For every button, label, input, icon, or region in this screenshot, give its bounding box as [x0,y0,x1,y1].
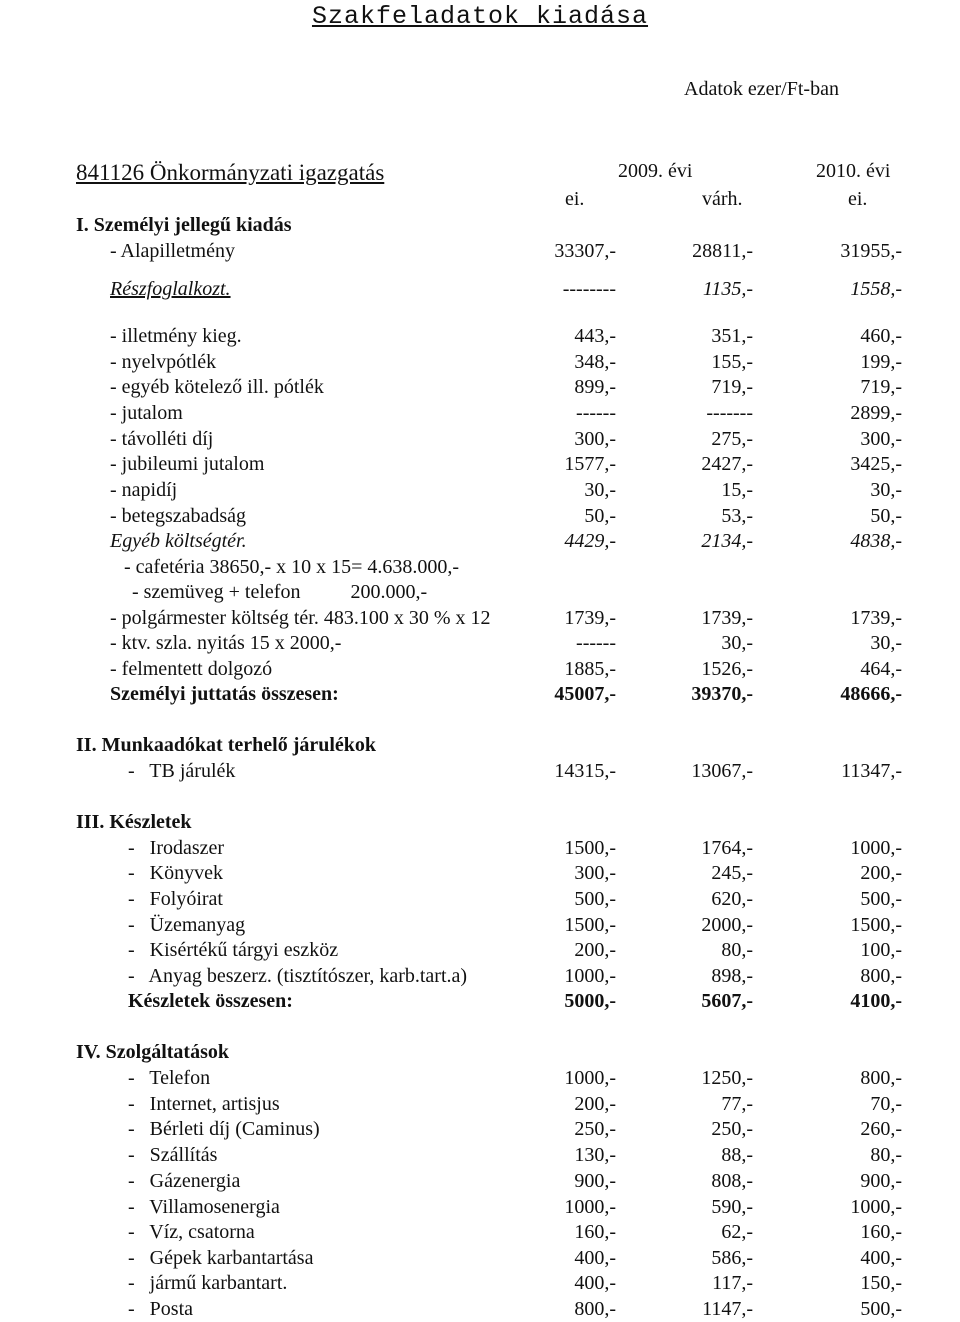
value-2009-varh: 719,- [711,376,753,398]
unit-note: Adatok ezer/Ft-ban [684,78,839,100]
value-2010-ei: 500,- [860,1298,902,1320]
value-2009-ei: 300,- [574,862,616,884]
table-row [0,990,960,1014]
value-2009-varh: 620,- [711,888,753,910]
row-label: - Internet, artisjus [128,1093,280,1115]
value-2009-ei: ------ [576,632,616,654]
table-row [0,556,960,580]
table-row [0,453,960,477]
value-2009-ei: 5000,- [564,990,616,1012]
value-2009-ei: 1000,- [564,1196,616,1218]
value-2009-ei: 899,- [574,376,616,398]
row-label: - betegszabadság [110,505,247,527]
row-label: - cafetéria 38650,- x 10 x 15= 4.638.000,- [124,556,460,578]
table-row [0,939,960,963]
value-2009-ei: 1000,- [564,965,616,987]
value-2009-ei: 1885,- [564,658,616,680]
row-label: - szemüveg + telefon 200.000,- [132,581,428,603]
row-label: - Bérleti díj (Caminus) [128,1118,320,1140]
value-2010-ei: 100,- [860,939,902,961]
value-2010-ei: 1739,- [850,607,902,629]
value-2009-varh: 80,- [721,939,753,961]
value-2009-varh: 1739,- [701,607,753,629]
value-2010-ei: 199,- [860,351,902,373]
value-2009-varh: 586,- [711,1247,753,1269]
col-label-ei-2010: ei. [848,188,868,210]
value-2010-ei: 1000,- [850,837,902,859]
table-row [0,760,960,784]
table-row [0,837,960,861]
table-row [0,530,960,554]
row-label: - jutalom [110,402,183,424]
table-row [0,1144,960,1168]
value-2009-ei: 45007,- [554,683,616,705]
row-label: - Szállítás [128,1144,218,1166]
row-label: - TB járulék [128,760,236,782]
value-2009-varh: 62,- [721,1221,753,1243]
value-2009-ei: ------ [576,402,616,424]
row-label: - Anyag beszerz. (tisztítószer, karb.tart.a) [128,965,468,987]
value-2009-ei: 500,- [574,888,616,910]
value-2010-ei: 1500,- [850,914,902,936]
value-2010-ei: 900,- [860,1170,902,1192]
row-label: - távolléti díj [110,428,214,450]
value-2010-ei: 500,- [860,888,902,910]
value-2009-varh: 13067,- [691,760,753,782]
row-label: - Irodaszer [128,837,225,859]
table-row [0,1118,960,1142]
value-2009-ei: 348,- [574,351,616,373]
row-label: - napidíj [110,479,178,501]
value-2010-ei: 50,- [870,505,902,527]
value-2009-ei: 900,- [574,1170,616,1192]
section-heading: 841126 Önkormányzati igazgatás [76,160,385,185]
value-2010-ei: 4100,- [850,990,902,1012]
row-label: - Üzemanyag [128,914,246,936]
value-2010-ei: 460,- [860,325,902,347]
row-label: - ktv. szla. nyitás 15 x 2000,- [110,632,342,654]
row-label: - Folyóirat [128,888,223,910]
value-2009-varh: 1250,- [701,1067,753,1089]
value-2009-varh: 2134,- [701,530,753,552]
row-label: - Gépek karbantartása [128,1247,314,1269]
value-2009-ei: 400,- [574,1247,616,1269]
table-row [0,479,960,503]
value-2010-ei: 80,- [870,1144,902,1166]
value-2009-ei: 800,- [574,1298,616,1320]
value-2009-varh: 155,- [711,351,753,373]
value-2009-varh: 30,- [721,632,753,654]
value-2009-ei: 1500,- [564,837,616,859]
table-row [0,862,960,886]
row-label: Személyi juttatás összesen: [110,683,339,705]
value-2009-varh: 590,- [711,1196,753,1218]
table-row [0,965,960,989]
value-2009-ei: 1739,- [564,607,616,629]
year-2009-header: 2009. évi [618,160,693,182]
value-2009-ei: 400,- [574,1272,616,1294]
row-label: - illetmény kieg. [110,325,242,347]
value-2010-ei: 1000,- [850,1196,902,1218]
page-title: Szakfeladatok kiadása [311,2,649,31]
value-2009-varh: ------- [706,402,753,424]
value-2010-ei: 3425,- [850,453,902,475]
value-2010-ei: 719,- [860,376,902,398]
value-2009-varh: 275,- [711,428,753,450]
value-2009-ei: 4429,- [564,530,616,552]
value-2010-ei: 2899,- [850,402,902,424]
value-2009-varh: 1764,- [701,837,753,859]
value-2010-ei: 11347,- [841,760,902,782]
value-2009-varh: 117,- [712,1272,753,1294]
value-2009-varh: 2427,- [701,453,753,475]
value-2010-ei: 1558,- [850,278,902,300]
row-label: - jubileumi jutalom [110,453,265,475]
row-label: - Gázenergia [128,1170,241,1192]
row-label: - Posta [128,1298,193,1320]
row-label: - polgármester költség tér. 483.100 x 30 % x 12 [110,607,491,629]
value-2009-varh: 15,- [721,479,753,501]
table-row [0,658,960,682]
col-label-ei-2009: ei. [565,188,585,210]
table-row [0,1247,960,1271]
value-2009-ei: 300,- [574,428,616,450]
value-2009-ei: 130,- [574,1144,616,1166]
row-label: Készletek összesen: [128,990,293,1012]
value-2009-ei: 50,- [584,505,616,527]
section-3-title: III. Készletek [76,811,192,833]
value-2009-ei: 200,- [574,1093,616,1115]
value-2009-varh: 2000,- [701,914,753,936]
table-row [0,607,960,631]
value-2009-ei: -------- [562,278,616,300]
value-2009-varh: 53,- [721,505,753,527]
table-row [0,1272,960,1296]
table-row [0,376,960,400]
row-label: - Telefon [128,1067,211,1089]
value-2009-ei: 443,- [574,325,616,347]
table-row [0,351,960,375]
row-label: - egyéb kötelező ill. pótlék [110,376,324,398]
row-label: - Könyvek [128,862,223,884]
value-2009-varh: 1526,- [701,658,753,680]
value-2009-varh: 898,- [711,965,753,987]
value-2009-varh: 250,- [711,1118,753,1140]
value-2009-varh: 351,- [711,325,753,347]
value-2010-ei: 150,- [860,1272,902,1294]
value-2009-varh: 5607,- [701,990,753,1012]
value-2009-ei: 30,- [584,479,616,501]
table-row [0,888,960,912]
row-label: - jármű karbantart. [128,1272,288,1294]
table-row [0,1170,960,1194]
row-label: Egyéb költségtér. [110,530,247,552]
value-2010-ei: 30,- [870,632,902,654]
row-label: - Villamosenergia [128,1196,280,1218]
row-label: - nyelvpótlék [110,351,217,373]
value-2009-ei: 200,- [574,939,616,961]
table-row [0,683,960,707]
value-2010-ei: 48666,- [840,683,902,705]
table-row [0,914,960,938]
table-row [0,1196,960,1220]
value-2010-ei: 464,- [860,658,902,680]
table-row [0,1067,960,1091]
table-row [0,581,960,605]
value-2010-ei: 31955,- [840,240,902,262]
row-label: - Alapilletmény [110,240,235,262]
table-row [0,1093,960,1117]
value-2009-ei: 33307,- [554,240,616,262]
value-2009-varh: 39370,- [691,683,753,705]
value-2010-ei: 30,- [870,479,902,501]
table-row [0,428,960,452]
col-label-varh-2009: várh. [702,188,743,210]
row-label: - felmentett dolgozó [110,658,273,680]
value-2010-ei: 160,- [860,1221,902,1243]
table-row [0,1298,960,1322]
table-row [0,1221,960,1245]
value-2009-varh: 28811,- [692,240,753,262]
value-2010-ei: 70,- [870,1093,902,1115]
section-2-title: II. Munkaadókat terhelő járulékok [76,734,377,756]
value-2009-varh: 1135,- [702,278,753,300]
table-row [0,402,960,426]
value-2010-ei: 800,- [860,1067,902,1089]
value-2009-ei: 160,- [574,1221,616,1243]
table-row [0,325,960,349]
value-2010-ei: 300,- [860,428,902,450]
value-2010-ei: 4838,- [850,530,902,552]
table-row [0,505,960,529]
value-2009-ei: 1000,- [564,1067,616,1089]
section-1-title: I. Személyi jellegű kiadás [76,214,292,236]
value-2010-ei: 260,- [860,1118,902,1140]
row-label: - Víz, csatorna [128,1221,255,1243]
section-4-title: IV. Szolgáltatások [76,1041,229,1063]
value-2009-varh: 88,- [721,1144,753,1166]
value-2010-ei: 200,- [860,862,902,884]
row-label: - Kisértékű tárgyi eszköz [128,939,339,961]
table-row [0,278,960,302]
value-2009-varh: 808,- [711,1170,753,1192]
row-label: Részfoglalkozt. [110,278,231,300]
value-2010-ei: 800,- [860,965,902,987]
value-2009-ei: 250,- [574,1118,616,1140]
table-row [0,632,960,656]
value-2010-ei: 400,- [860,1247,902,1269]
value-2009-ei: 14315,- [554,760,616,782]
value-2009-ei: 1577,- [564,453,616,475]
value-2009-varh: 245,- [711,862,753,884]
value-2009-varh: 77,- [721,1093,753,1115]
value-2009-ei: 1500,- [564,914,616,936]
table-row [0,240,960,264]
year-2010-header: 2010. évi [816,160,891,182]
value-2009-varh: 1147,- [702,1298,753,1320]
